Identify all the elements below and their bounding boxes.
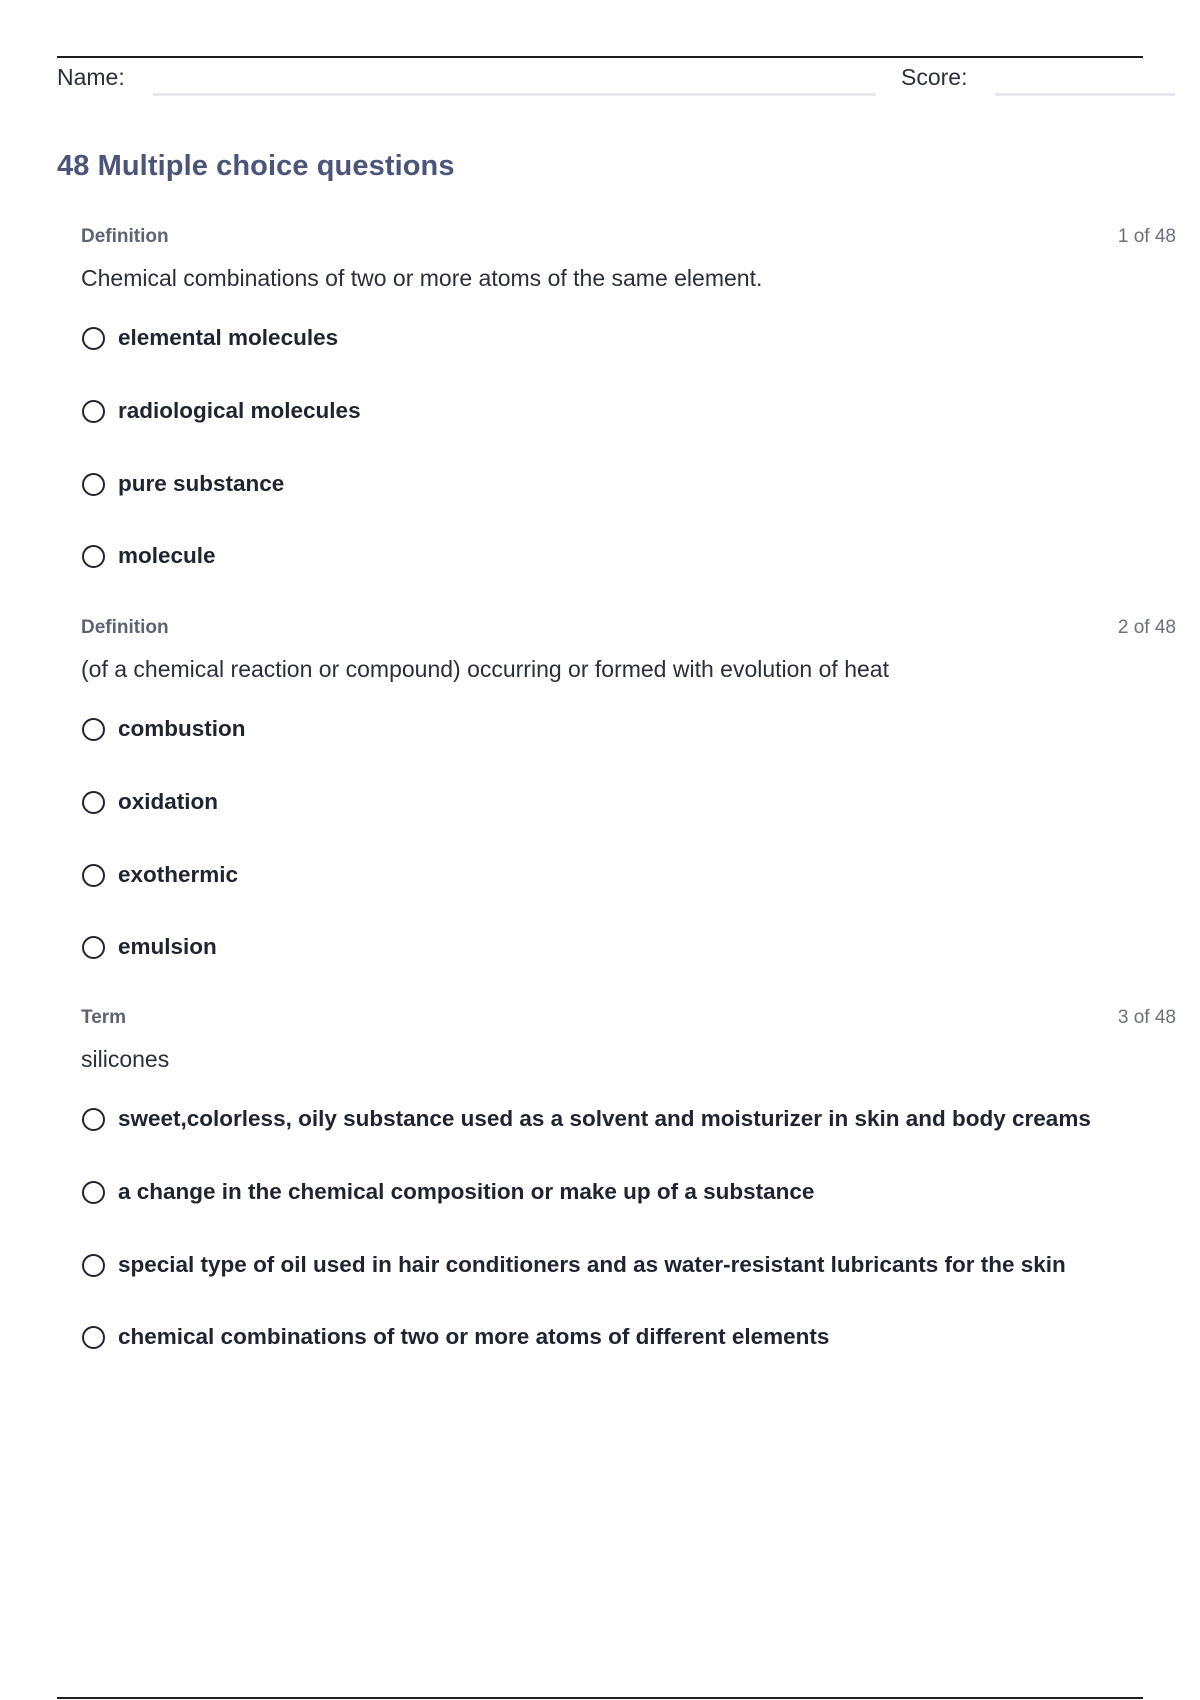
- answer-option-label: oxidation: [118, 789, 218, 814]
- radio-button-icon[interactable]: [82, 718, 105, 741]
- question-prompt: silicones: [81, 1046, 170, 1072]
- question-type-label: Definition: [81, 226, 169, 247]
- name-label: Name:: [57, 64, 125, 90]
- radio-button-icon[interactable]: [82, 545, 105, 568]
- score-label: Score:: [901, 64, 968, 90]
- answer-option-label: special type of oil used in hair conditioners and as water-resistant lubricants for the skin: [118, 1252, 1066, 1277]
- radio-button-icon[interactable]: [82, 791, 105, 814]
- question-prompt: (of a chemical reaction or compound) occurring or formed with evolution of heat: [81, 656, 889, 682]
- answer-option-label: a change in the chemical composition or make up of a substance: [118, 1179, 815, 1204]
- question-type-label: Term: [81, 1007, 127, 1028]
- radio-button-icon[interactable]: [82, 400, 105, 423]
- radio-button-icon[interactable]: [82, 1326, 105, 1349]
- answer-option-label: sweet,colorless, oily substance used as a solvent and moisturizer in skin and body creams: [118, 1106, 1091, 1131]
- answer-option-label: combustion: [118, 716, 246, 741]
- radio-button-icon[interactable]: [82, 936, 105, 959]
- answer-option[interactable]: [81, 931, 1176, 965]
- answer-option[interactable]: [81, 322, 1176, 356]
- question-counter: 2 of 48: [1117, 617, 1176, 638]
- answer-option[interactable]: [81, 1176, 1176, 1210]
- question-counter: 1 of 48: [1117, 226, 1176, 247]
- answer-option[interactable]: [81, 713, 1176, 747]
- question-counter: 3 of 48: [1117, 1007, 1176, 1028]
- answer-option[interactable]: [81, 859, 1176, 893]
- answer-option[interactable]: [81, 1249, 1176, 1283]
- name-field-line[interactable]: [153, 93, 875, 96]
- radio-button-icon[interactable]: [82, 1108, 105, 1131]
- question-prompt: Chemical combinations of two or more atoms of the same element.: [81, 265, 763, 291]
- question-type-label: Definition: [81, 617, 169, 638]
- score-field-line[interactable]: [995, 93, 1175, 96]
- radio-button-icon[interactable]: [82, 473, 105, 496]
- answer-option[interactable]: [81, 395, 1176, 429]
- answer-option[interactable]: [81, 1103, 1176, 1137]
- answer-option-label: chemical combinations of two or more atoms of different elements: [118, 1324, 830, 1349]
- radio-button-icon[interactable]: [82, 1181, 105, 1204]
- quiz-title: 48 Multiple choice questions: [57, 150, 455, 182]
- radio-button-icon[interactable]: [82, 1254, 105, 1277]
- answer-option[interactable]: [81, 1321, 1176, 1355]
- answer-option-label: pure substance: [118, 471, 285, 496]
- answer-option-label: molecule: [118, 543, 216, 568]
- answer-option[interactable]: [81, 540, 1176, 574]
- answer-option-label: emulsion: [118, 934, 217, 959]
- answer-option-label: exothermic: [118, 862, 239, 887]
- radio-button-icon[interactable]: [82, 864, 105, 887]
- answer-option[interactable]: [81, 468, 1176, 502]
- answer-option[interactable]: [81, 786, 1176, 820]
- name-score-header: [57, 58, 1177, 98]
- answer-option-label: elemental molecules: [118, 325, 339, 350]
- radio-button-icon[interactable]: [82, 327, 105, 350]
- bottom-divider: [57, 1697, 1143, 1699]
- answer-option-label: radiological molecules: [118, 398, 361, 423]
